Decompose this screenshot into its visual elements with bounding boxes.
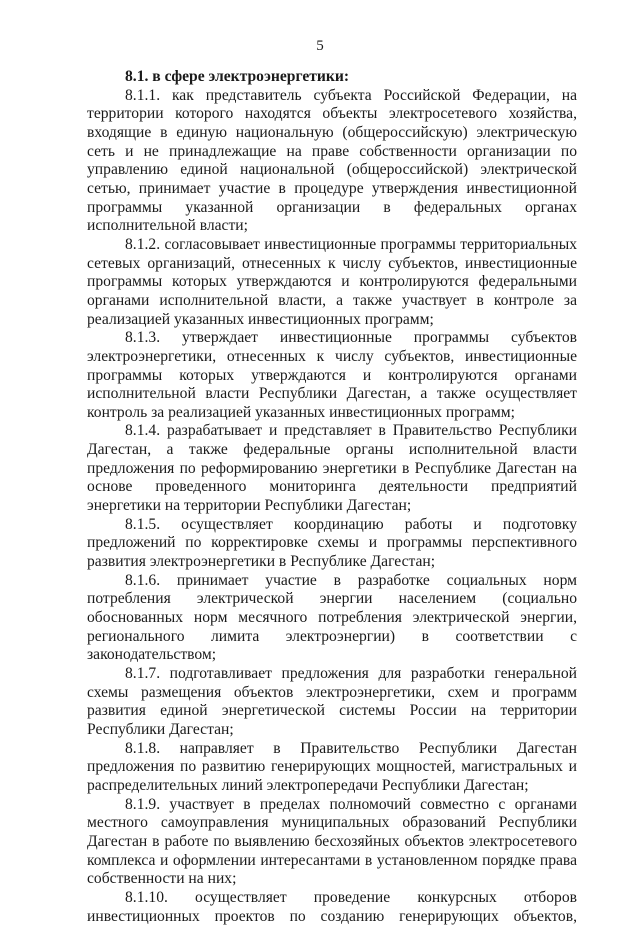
paragraph-8-1-2: 8.1.2. согласовывает инвестиционные программы территориальных сетевых организаций, отнесенных к числу субъектов, инвестиционные программы которых утверждаются и контролируются федеральными органами исполнительной власти, а также участвует в контроле за реализацией указанных инвестиционных программ; <box>87 235 577 328</box>
document-body <box>87 68 577 926</box>
paragraph-8-1-9: 8.1.9. участвует в пределах полномочий совместно с органами местного самоуправления муниципальных образований Республики Дагестан в работе по выявлению бесхозяйных объектов электросетевого комплекса и оформлении интересантами в установленном порядке права собственности на них; <box>87 795 577 888</box>
section-heading: 8.1. в сфере электроэнергетики: <box>125 68 350 85</box>
page-number: 5 <box>316 38 324 54</box>
paragraph-8-1-10: 8.1.10. осуществляет проведение конкурсных отборов инвестиционных проектов по созданию генерирующих объектов, <box>87 888 577 925</box>
paragraph-8-1-6: 8.1.6. принимает участие в разработке социальных норм потребления электрической энергии населением (социально обоснованных норм месячного потребления электрической энергии, регионального лимита электроэнергии) в соответствии с законодательством; <box>87 571 577 664</box>
paragraph-8-1-1: 8.1.1. как представитель субъекта Российской Федерации, на территории которого находятся объекты электросетевого хозяйства, входящие в единую национальную (общероссийскую) электрическую сеть и не принадлежащие на праве собственности организации по управлению единой национальной (общероссийской) электрической сетью, принимает участие в процедуре утверждения инвестиционной программы указанной организации в федеральных органах исполнительной власти; <box>87 86 577 235</box>
paragraph-8-1-7: 8.1.7. подготавливает предложения для разработки генеральной схемы размещения объектов электроэнергетики, схем и программ развития единой энергетической системы России на территории Республики Дагестан; <box>87 665 577 738</box>
paragraph-8-1-5: 8.1.5. осуществляет координацию работы и подготовку предложений по корректировке схемы и программы перспективного развития электроэнергетики в Республике Дагестан; <box>87 515 577 571</box>
paragraph-8-1-4: 8.1.4. разрабатывает и представляет в Правительство Республики Дагестан, а также федеральные органы исполнительной власти предложения по реформированию энергетики в Республике Дагестан на основе проведенного мониторинга деятельности предприятий энергетики на территории Республики Дагестан; <box>87 422 577 515</box>
paragraph-8-1-3: 8.1.3. утверждает инвестиционные программы субъектов электроэнергетики, отнесенных к числу субъектов, инвестиционные программы которых утверждаются и контролируются органами исполнительной власти Республики Дагестан, а также осуществляет контроль за реализацией указанных инвестиционных программ; <box>87 329 577 421</box>
paragraph-8-1-8: 8.1.8. направляет в Правительство Республики Дагестан предложения по развитию генерирующих мощностей, магистральных и распределительных линий электропередачи Республики Дагестан; <box>87 739 577 794</box>
